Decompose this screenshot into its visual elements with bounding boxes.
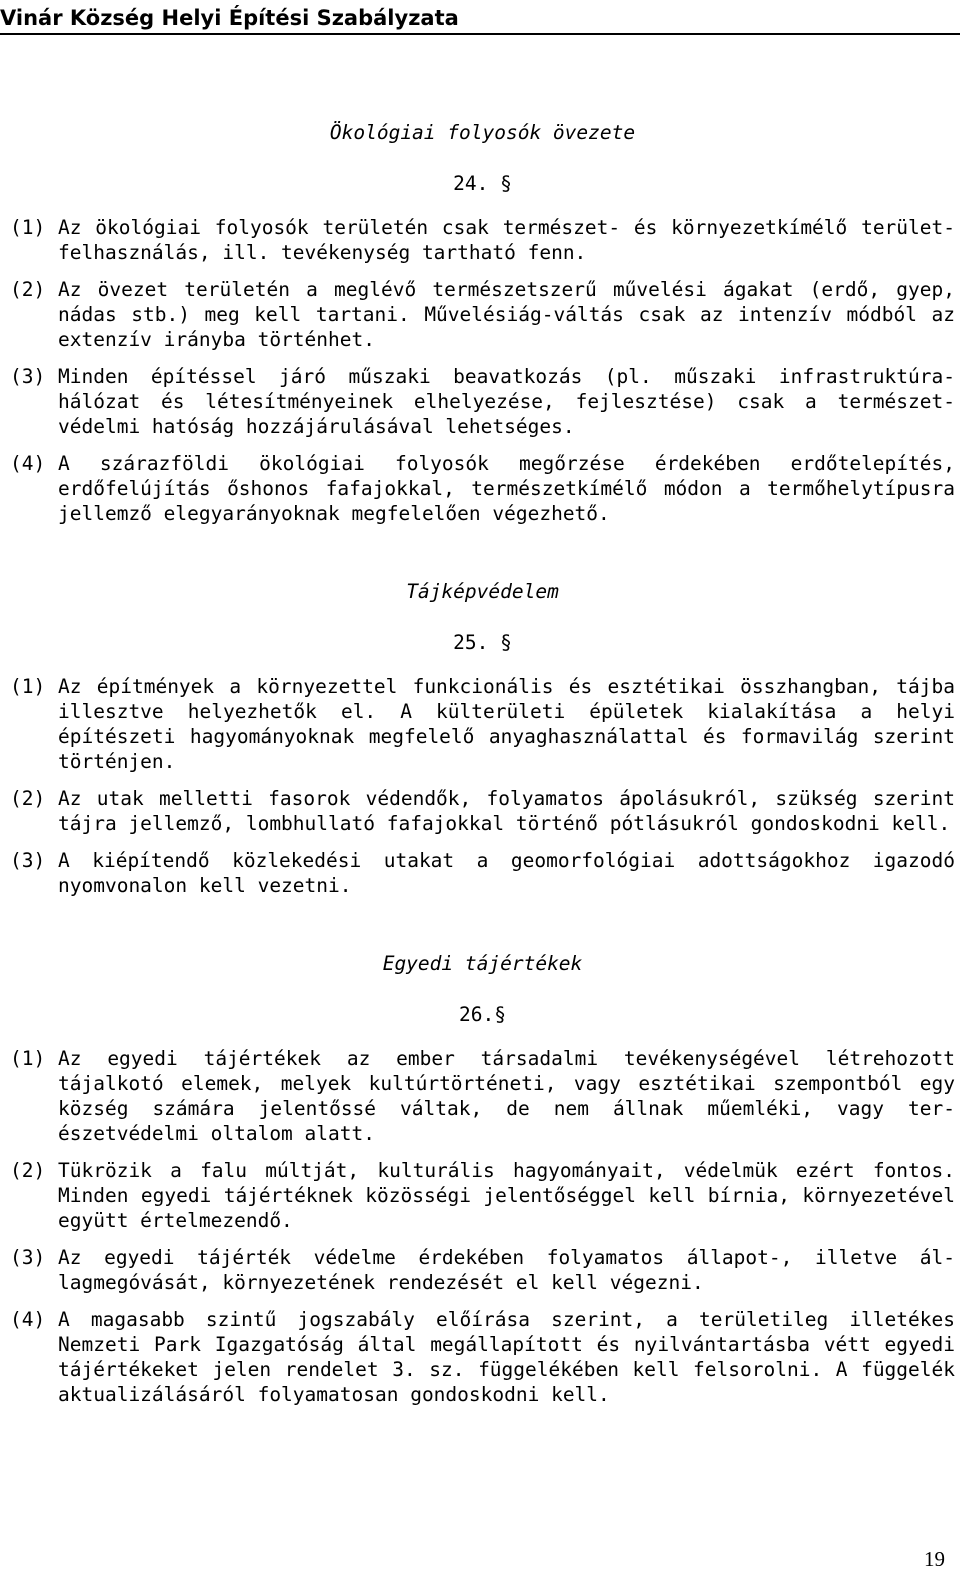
section-24 bbox=[10, 120, 955, 526]
paragraph-text: A szárazföldi ökológiai folyosók megőrzése érdekében erdőtelepítés, erdőfelújítás őshonos fafajokkal, természetkímélő módon a termőhelytípusra jellemző elegyarányoknak megfelelően végezhető. bbox=[58, 452, 955, 525]
paragraph-list bbox=[10, 1046, 955, 1407]
document-body bbox=[10, 120, 955, 1419]
paragraph bbox=[10, 1158, 955, 1233]
paragraph-text: A magasabb szintű jogszabály előírása szerint, a területileg illetékes Nemzeti Park Igazgatóság által megállapított és nyilvántartásba vétt egyedi tájértékeket jelen rendelet 3. sz. függelékében kell felsorolni. A függelék aktualizálásáról folyamatosan gondoskodni kell. bbox=[58, 1308, 955, 1406]
paragraph bbox=[10, 277, 955, 352]
section-number: 25. § bbox=[453, 631, 512, 654]
paragraph-text: Az egyedi tájértékek az ember társadalmi tevékenységével létrehozott tájalkotó elemek, melyek kultúrtörténeti, vagy esztétikai szempontból egy község számára jelentőssé váltak, de nem állnak műemléki, vagy terészetvédelmi oltalom alatt. bbox=[58, 1047, 955, 1145]
section-26 bbox=[10, 951, 955, 1407]
page-header bbox=[0, 0, 960, 38]
section-title: Tájképvédelem bbox=[406, 580, 559, 603]
section-number: 24. § bbox=[453, 172, 512, 195]
paragraph bbox=[10, 1245, 955, 1295]
paragraph-number: (1) bbox=[10, 1047, 46, 1070]
paragraph bbox=[10, 215, 955, 265]
paragraph-number: (3) bbox=[10, 365, 46, 388]
paragraph-text: Az utak melletti fasorok védendők, folyamatos ápolásukról, szükség szerint tájra jellemző, lombhullató fafajokkal történő pótlásukról gondoskodni kell. bbox=[58, 787, 955, 835]
paragraph-list bbox=[10, 215, 955, 526]
paragraph bbox=[10, 364, 955, 439]
paragraph-text: Minden építéssel járó műszaki beavatkozás (pl. műszaki infrastruktúra-hálózat és létesítményeinek elhelyezése, fejlesztése) csak a természetvédelmi hatóság hozzájárulásával lehetséges. bbox=[58, 365, 955, 438]
section-title: Ökológiai folyosók övezete bbox=[329, 121, 636, 144]
paragraph-number: (2) bbox=[10, 1159, 46, 1182]
paragraph bbox=[10, 786, 955, 836]
paragraph-text: A kiépítendő közlekedési utakat a geomorfológiai adottságokhoz igazodó nyomvonalon kell vezetni. bbox=[58, 849, 955, 897]
paragraph-text: Az egyedi tájérték védelme érdekében folyamatos állapot-, illetve állagmegóvását, környezetének rendezését el kell végezni. bbox=[58, 1246, 955, 1294]
paragraph bbox=[10, 451, 955, 526]
paragraph-number: (2) bbox=[10, 278, 46, 301]
paragraph-text: Tükrözik a falu múltját, kulturális hagyományait, védelmük ezért fontos. Minden egyedi tájértéknek közösségi jelentőséggel kell bírnia, környezetével együtt értelmezendő. bbox=[58, 1159, 955, 1232]
paragraph-text: Az ökológiai folyosók területén csak természet- és környezetkímélő terület-felhasználás, ill. tevékenység tartható fenn. bbox=[58, 216, 955, 264]
paragraph bbox=[10, 848, 955, 898]
section-25 bbox=[10, 579, 955, 898]
paragraph bbox=[10, 1307, 955, 1407]
paragraph bbox=[10, 674, 955, 774]
paragraph-text: Az övezet területén a meglévő természetszerű művelési ágakat (erdő, gyep, nádas stb.) meg kell tartani. Művelésiág-váltás csak az intenzív módból az extenzív irányba történhet. bbox=[58, 278, 955, 351]
document-title: Vinár Község Helyi Építési Szabályzata bbox=[0, 6, 459, 30]
header-divider bbox=[0, 33, 960, 35]
paragraph-number: (4) bbox=[10, 452, 46, 475]
section-number: 26.§ bbox=[459, 1003, 506, 1026]
paragraph-number: (3) bbox=[10, 1246, 46, 1269]
paragraph-number: (4) bbox=[10, 1308, 46, 1331]
paragraph-text: Az építmények a környezettel funkcionális és esztétikai összhangban, tájba illesztve helyezhetők el. A külterületi épületek kialakítása a helyi építészeti hagyományoknak megfelelő anyaghasználattal és formavilág szerint történjen. bbox=[58, 675, 955, 773]
paragraph-number: (1) bbox=[10, 675, 46, 698]
paragraph-number: (1) bbox=[10, 216, 46, 239]
page-number: 19 bbox=[924, 1547, 945, 1571]
paragraph-number: (2) bbox=[10, 787, 46, 810]
section-title: Egyedi tájértékek bbox=[382, 952, 583, 975]
paragraph-number: (3) bbox=[10, 849, 46, 872]
paragraph-list bbox=[10, 674, 955, 898]
paragraph bbox=[10, 1046, 955, 1146]
